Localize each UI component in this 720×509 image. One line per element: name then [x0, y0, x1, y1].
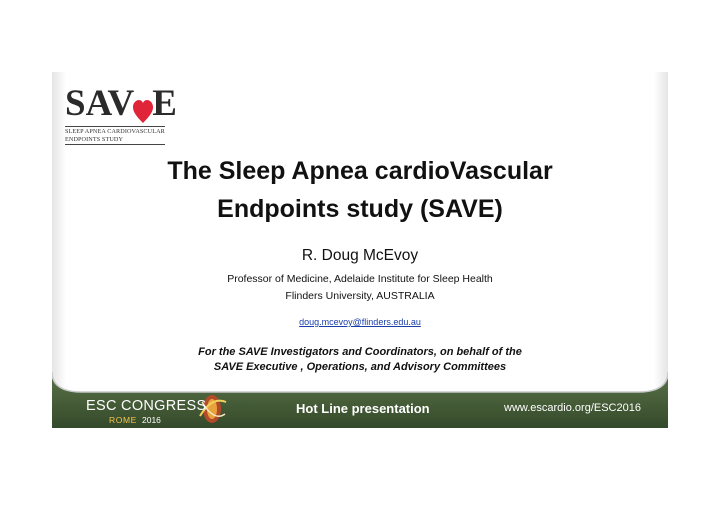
slide [52, 72, 668, 428]
title-line-1: The Sleep Apnea cardioVascular [167, 157, 553, 185]
save-logo [65, 83, 177, 145]
on-behalf-line-1: For the SAVE Investigators and Coordinators, on behalf of the [198, 346, 522, 358]
title-line-2: Endpoints study (SAVE) [217, 195, 503, 223]
congress-url[interactable]: www.escardio.org/ESC2016 [504, 402, 641, 414]
congress-year: 2016 [142, 415, 161, 425]
email-link[interactable]: doug.mcevoy@flinders.edu.au [299, 317, 421, 327]
author-name: R. Doug McEvoy [301, 247, 419, 264]
slide-title [52, 152, 668, 228]
affiliation-line-2: Flinders University, AUSTRALIA [285, 290, 435, 302]
logo-subtitle-1: SLEEP APNEA CARDIOVASCULAR [65, 128, 165, 135]
logo-word-left: SAV [65, 83, 135, 124]
congress-name: ESC CONGRESS [86, 398, 207, 414]
logo-divider-bottom [65, 144, 165, 145]
logo-word-right: E [152, 83, 177, 124]
affiliation [52, 271, 668, 305]
congress-banner [52, 372, 668, 428]
congress-city: ROME [109, 415, 137, 425]
heart-icon [133, 96, 153, 124]
on-behalf-line-2: SAVE Executive , Operations, and Advisory Committees [213, 361, 507, 373]
affiliation-line-1: Professor of Medicine, Adelaide Institute for Sleep Health [227, 273, 493, 285]
hotline-label: Hot Line presentation [296, 401, 430, 416]
on-behalf-statement [52, 345, 668, 375]
logo-wordmark [65, 83, 177, 124]
logo-subtitle-2: ENDPOINTS STUDY [65, 136, 124, 143]
